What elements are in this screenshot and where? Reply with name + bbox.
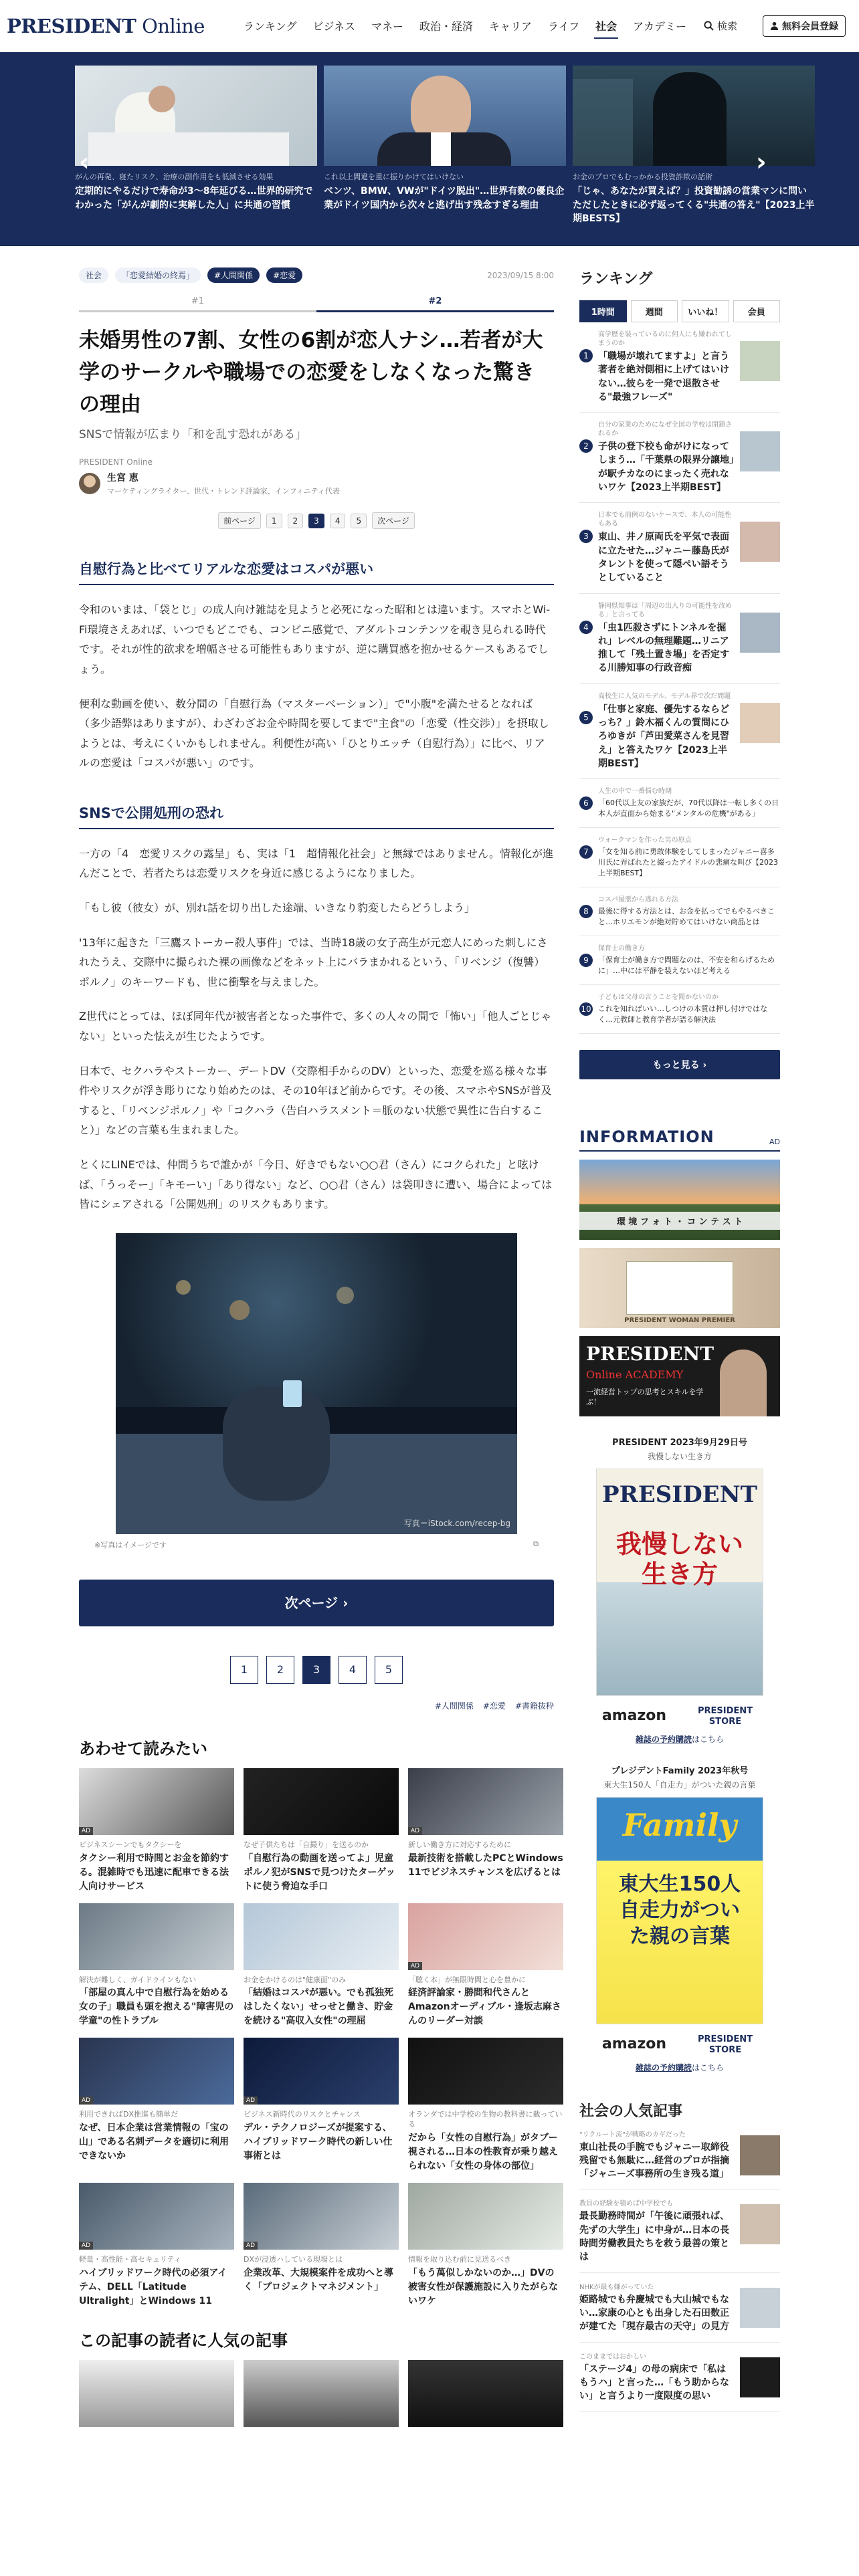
popular-heading: この記事の読者に人気の記事 <box>79 2331 288 2351</box>
part-tab-1[interactable]: #1 <box>191 296 205 306</box>
subscription-link[interactable] <box>579 2062 780 2073</box>
card-image <box>408 2038 563 2105</box>
rank-number: 3 <box>579 530 593 543</box>
tab-weekly[interactable]: 週間 <box>631 300 678 322</box>
ad-badge: AD <box>244 2242 258 2250</box>
banner-text: PRESIDENT <box>586 1342 714 1365</box>
card-title: デル・テクノロジーズが提案する、ハイブリッドワーク時代の新しい仕事術とは <box>244 2123 393 2162</box>
popular-thumbnail <box>740 2204 780 2244</box>
card-image <box>408 1768 563 1835</box>
photo-credit: 写真＝iStock.com/recep-bg <box>403 1518 510 1528</box>
paragraph: '13年に起きた「三鷹ストーカー殺人事件」では、当時18歳の女子高生が元恋人にめった刺しにされたうえ、交際中に撮られた裸の画像などをネット上にバラまかれるという、「リベンジ（復讐）ポルノ」のキーワードも、世に衝撃を与えました。 <box>79 936 548 988</box>
related-grid <box>79 1768 563 2309</box>
card-title: 企業改革、大規模案件を成功へと導く「プロジェクトマネジメント」 <box>244 2268 393 2293</box>
ranking-text <box>598 511 735 584</box>
rank-number: 6 <box>579 796 593 810</box>
popular-title: 「ステージ4」の母の病床で「私はもうハ」と言った…「もう助からない」と言うより一度限度の思い <box>579 2363 729 2402</box>
next-page-cta[interactable]: 次ページ › <box>79 1580 554 1626</box>
nav-career[interactable]: キャリア <box>489 20 533 33</box>
related-card[interactable] <box>79 1768 234 1894</box>
related-card[interactable] <box>244 2183 399 2309</box>
card-title: 「部屋の真ん中で自慰行為を始める女の子」職員も頭を抱える"障害児の学童"の性トラブル <box>79 1988 234 2027</box>
card-image <box>79 1903 234 1970</box>
magazine-title: プレジデントFamily 2023年秋号 <box>611 1765 749 1776</box>
prev-page-button[interactable]: 前ページ <box>218 512 261 529</box>
information-heading <box>579 1128 780 1152</box>
ranking-kicker: 自分の家業のためになぜ全国の学校は閉鎖されるか <box>598 421 732 438</box>
subscription-label: 雑誌の予約購読 <box>635 2062 692 2072</box>
author-block[interactable] <box>79 471 554 496</box>
popular-text <box>579 2281 733 2334</box>
ranking-thumbnail <box>740 341 780 381</box>
related-card[interactable] <box>244 1903 399 2029</box>
magazine-cover-title: 我慢しない生き方 <box>615 1529 743 1590</box>
popular-card[interactable] <box>79 2360 234 2427</box>
ad-badge: AD <box>408 1962 422 1970</box>
popular-kicker: NHKが最も嫌がっていた <box>579 2283 654 2291</box>
card-kicker: お金をかけるのは"健康面"のみ <box>244 1975 347 1984</box>
popular-item[interactable] <box>579 2189 780 2272</box>
popular-text <box>579 2351 733 2403</box>
carousel-image <box>75 66 317 166</box>
ranking-list <box>579 322 780 1034</box>
page-link[interactable]: 2 <box>266 1656 294 1684</box>
ranking-thumbnail <box>740 431 780 471</box>
part-tab-2[interactable]: #2 <box>316 296 554 312</box>
card-kicker: オランダでは中学校の生物の教科書に載っている <box>408 2110 563 2129</box>
card-kicker: 「聴く本」が無限時間と心を豊かに <box>408 1975 526 1984</box>
card-image <box>79 2183 234 2250</box>
popular-text <box>579 2129 733 2181</box>
amazon-link[interactable] <box>597 2036 671 2052</box>
pager-bottom <box>79 1656 554 1684</box>
popular-title: 姫路城でも弁慶城でも大山城でもない…家康の心とも出身した石田数正が建てた「現存最古の天守」の見方 <box>579 2294 729 2333</box>
card-kicker: DXが浸透ハしている現場とは <box>244 2255 343 2264</box>
site-logo[interactable] <box>7 15 205 37</box>
carousel-slide[interactable] <box>573 66 815 246</box>
logo-text: PRESIDENT <box>7 14 136 37</box>
register-label: 無料会員登録 <box>781 21 838 32</box>
tab-members[interactable]: 会員 <box>733 300 781 322</box>
nav-politics[interactable]: 政治・経済 <box>419 20 474 33</box>
popular-thumbnail <box>740 2357 780 2397</box>
related-card[interactable] <box>244 1768 399 1894</box>
president-store-link[interactable] <box>688 2034 762 2055</box>
paragraph: 日本で、セクハラやストーカー、デートDV（交際相手からのDV）といった、恋愛を巡る様々な事件やリスクが浮き彫りになり始めたのは、その10年ほど前からです。その後、スマホやSNSが普及すると、「リベンジポルノ」や「コクハラ（告白ハラスメント＝脈のない状態で異性に告白すること）」などの言葉も生まれました。 <box>79 1064 552 1137</box>
keyword-tags <box>79 1700 554 1711</box>
ranking-item[interactable] <box>579 985 780 1034</box>
card-kicker: ビジネス新時代のリスクとチャンス <box>244 2110 361 2119</box>
rank-number: 5 <box>579 711 593 724</box>
popular-title: 東山社長の手腕でもジャニー取締役残留でも無駄に…経営のプロが指摘「ジャニーズ事務所の生き残る道」 <box>579 2141 729 2180</box>
ranking-kicker: 日本でも前例のないケースで、本人の可能性もある <box>598 512 732 528</box>
amazon-logo: amazon <box>601 2036 667 2053</box>
magazine-cover[interactable]: Family 東大生150人 自走力がついた親の言葉 <box>596 1797 763 2024</box>
popular-item[interactable] <box>579 2121 780 2190</box>
ranking-text <box>598 330 735 404</box>
site-header <box>0 0 859 52</box>
president-store-logo: PRESIDENT STORE <box>697 2034 753 2055</box>
pager-top <box>79 512 554 529</box>
card-image <box>244 2360 399 2427</box>
ranking-text <box>598 836 780 879</box>
ranking-title: 「職場が壊れてますよ」と言う著者を絶対側相に上げてはいけない…彼らを一発で退散させる"最強フレーズ" <box>598 351 729 403</box>
page-link[interactable]: 4 <box>330 514 346 528</box>
paragraph: Z世代にとっては、ほぼ同年代が被害者となった事件で、多くの人々の間で「怖い」「他人ごとじゃない」といった怯えが生じたようです。 <box>79 1010 552 1043</box>
tab-hourly[interactable]: 1時間 <box>579 300 627 322</box>
article-photo <box>116 1233 517 1534</box>
carousel-kicker: がんの再発、寝たリスク、治療の副作用をも低減させる効果 <box>75 173 274 181</box>
nav-money[interactable]: マネー <box>371 20 404 33</box>
ranking-text <box>598 993 780 1025</box>
ranking-title: 「仕事と家庭、優先するならどっち？」鈴木福くんの質問にひろゆきが「芦田愛菜さんを見習え」と答えたワケ【2023上半期BEST】 <box>598 704 729 769</box>
magazine-subtitle: 東大生150人「自走力」がついた親の言葉 <box>603 1780 756 1790</box>
popular-item[interactable] <box>579 2273 780 2343</box>
magazine-subtitle: 我慢しない生き方 <box>647 1451 712 1461</box>
author-name: 生宮 恵 <box>107 473 138 484</box>
banner-text: PRESIDENT WOMAN PREMIER <box>624 1316 735 1324</box>
article-tags <box>79 267 554 283</box>
ranking-title: 「保育士が働き方で問題なのは、不安を和らげるために」…中には平静を装えないほど考える <box>598 955 775 975</box>
card-image <box>79 2038 234 2105</box>
card-kicker: 軽量・高性能・高セキュリティ <box>79 2255 181 2264</box>
card-image <box>244 1768 399 1835</box>
related-card[interactable] <box>408 1768 563 1894</box>
ranking-text <box>598 895 780 928</box>
amazon-link[interactable] <box>597 1707 671 1724</box>
photo-note-row <box>94 1539 539 1550</box>
card-kicker: 解決が難しく、ガイドラインもない <box>79 1975 197 1984</box>
main-nav <box>235 18 694 33</box>
related-card[interactable] <box>79 2183 234 2309</box>
society-popular-list <box>579 2121 780 2412</box>
popular-item[interactable] <box>579 2343 780 2412</box>
ranking-item[interactable] <box>579 413 780 503</box>
carousel-kicker: これ以上間違を重に振りかけてはいけない <box>324 173 464 181</box>
ranking-kicker: ウォークマンを作った男の原点 <box>598 837 692 845</box>
register-button[interactable] <box>763 15 846 37</box>
ranking-kicker: 子どもは父母の言うことを聞かないのか <box>598 993 719 1001</box>
ranking-text <box>598 421 735 494</box>
store-links <box>579 2034 780 2055</box>
tag-series[interactable]: 「恋愛結婚の終焉」 <box>115 267 201 283</box>
photo-note: ※写真はイメージです <box>94 1540 167 1549</box>
ranking-kicker: コスパ最悪から逃れる方法 <box>598 895 678 903</box>
carousel-next-icon[interactable]: › <box>756 147 767 177</box>
ad-badge: AD <box>79 1827 93 1835</box>
ranking-title: これを知ればいい…しつけの本質は押し付けではなく…元教師と教育学者が語る解決法 <box>598 1004 767 1024</box>
ranking-item[interactable] <box>579 594 780 684</box>
subscription-suffix: はこちら <box>692 2062 725 2072</box>
ranking-text <box>598 787 780 819</box>
ranking-kicker: 高校生に人気のモデル、モデル界で次だ問題 <box>598 692 731 700</box>
tag-love[interactable]: #恋愛 <box>266 267 302 283</box>
ranking-thumbnail <box>740 522 780 562</box>
popular-thumbnail <box>740 2135 780 2175</box>
card-title: 「結婚はコスパが悪い。でも孤独死はしたくない」せっせと働き、貯金を続ける"高収入女性"の理屈 <box>244 1988 393 2027</box>
popular-card[interactable] <box>408 2360 563 2427</box>
search-label: 検索 <box>717 20 737 32</box>
popular-text <box>579 2197 733 2264</box>
paragraph: とくにLINEでは、仲間うちで誰かが「今日、好きでもない○○君（さん）にコクられた」と呟けば、「うっそー」「キモーい」「あり得ない」など、○○君（さん）は袋叩きに遭い、場合によっては皆にシェアされる「公開処刑」のリスクもあります。 <box>79 1158 553 1211</box>
popular-kicker: "リクルート流"が戦略のカギだった <box>579 2131 686 2139</box>
ad-badge: AD <box>244 2097 258 2105</box>
ranking-kicker: 保育士の働き方 <box>598 944 645 952</box>
page-link-current[interactable]: 3 <box>308 514 324 528</box>
carousel-image <box>573 66 815 166</box>
next-page-label: 次ページ <box>284 1594 339 1611</box>
president-store-logo: PRESIDENT STORE <box>697 1705 753 1727</box>
ranking-kicker: 高学歴を装っているのに何人にも嫌われてしまうのか <box>598 331 732 347</box>
ranking-text <box>598 944 780 976</box>
card-kicker: なぜ子供たちは「自撮り」を送るのか <box>244 1840 369 1849</box>
ranking-item[interactable] <box>579 936 780 985</box>
carousel-title: 定期的にやるだけで寿命が3～8年延びる…世界的研究でわかった「がんが劇的に実解した人」に共通の習慣 <box>75 186 313 211</box>
search-button[interactable] <box>704 19 737 33</box>
card-image <box>79 1768 234 1835</box>
ranking-heading: ランキング <box>579 271 653 288</box>
ranking-item[interactable] <box>579 887 780 936</box>
card-title: なぜ、日本企業は営業情報の「宝の山」である名刺データを適切に利用できないか <box>79 2123 229 2162</box>
rank-number: 7 <box>579 845 593 859</box>
ranking-kicker: 静岡県知事は「周辺の出入りの可能性を改める」と言ってる <box>598 602 732 619</box>
ranking-item[interactable] <box>579 828 780 887</box>
card-kicker: 新しい働き方に対応するために <box>408 1840 511 1849</box>
article-title: 未婚男性の7割、女性の6割が恋人ナシ…若者が大学のサークルや職場での恋愛をしなくなった驚きの理由 <box>79 328 543 417</box>
carousel-image <box>324 66 566 166</box>
banner-academy[interactable] <box>579 1336 780 1416</box>
rank-number: 4 <box>579 621 593 634</box>
section-heading: 自慰行為と比べてリアルな恋愛はコスパが悪い <box>79 558 554 585</box>
popular-kicker: 教員の経験を積めば中学校でも <box>579 2200 673 2208</box>
paragraph: 一方の「4 恋愛リスクの露呈」も、実は「1 超情報化社会」と無縁ではありません。情報化が進んだことで、若者たちは恋愛リスクを身近に感じるようになりました。 <box>79 847 554 880</box>
rank-number: 8 <box>579 905 593 918</box>
next-page-button[interactable]: 次ページ <box>372 512 415 529</box>
subscription-label: 雑誌の予約購読 <box>635 1734 692 1744</box>
ad-badge: AD <box>408 1827 422 1835</box>
paragraph: 便利な動画を使い、数分間の「自慰行為（マスターベーション）」で"小腹"を満たせるとなれば（多少語弊はありますが）、わざわざお金や時間を要してまで"主食"の「恋愛（性交渉）」を摂取しようとは、考えにくいかもしれません。利便性が高い「ひとりエッチ（自慰行為）」に比べ、リアルの恋愛は「コスパが悪い」のです。 <box>79 697 549 770</box>
ranking-title: 「虫1匹殺さずにトンネルを掘れ」レベルの無理難題…リニア推して「残土置き場」を否定する川勝知事の行政音痴 <box>598 622 729 674</box>
paragraph: 令和のいまは、「袋とじ」の成人向け雑誌を見ようと必死になった昭和とは違います。スマホとWi-Fi環境さえあれば、いつでもどこでも、コンビニ感覚で、アダルトコンテンツを覗き見られる時代です。それが性的欲求を増幅させる可能性もありますが、逆に購買感を抱かせるケースもあるでしょう。 <box>79 603 551 675</box>
subscription-suffix: はこちら <box>692 1734 725 1744</box>
popular-kicker: このままではおかしい <box>579 2353 646 2361</box>
tag-relationship[interactable]: #人間関係 <box>207 267 260 283</box>
more-label: もっと見る <box>652 1059 700 1071</box>
card-title: ハイブリッドワーク時代の必須アイテム、DELL「Latitude Ultralight」とWindows 11 <box>79 2268 227 2307</box>
ranking-text <box>598 692 735 770</box>
ad-badge: AD <box>79 2097 93 2105</box>
banner-text: Online ACADEMY <box>586 1368 684 1381</box>
article-source: PRESIDENT Online <box>79 457 153 467</box>
tab-likes[interactable]: いいね！ <box>682 300 729 322</box>
card-image <box>408 1903 563 1970</box>
nav-academy[interactable]: アカデミー <box>633 20 686 33</box>
banner-text: 一流経営トップの思考とスキルを学ぶ！ <box>586 1387 704 1406</box>
user-icon <box>770 21 779 30</box>
ranking-title: 「女を知る前に勇敢体験をしてしまったジャニー喜多川氏に弄ばれたと綴ったアイドルの悲痛な叫び【2023上半期BEST】 <box>598 847 779 877</box>
ranking-title: 「60代以上友の家族だが、70代以降は一転し多くの日本人が直面から始まる"メンタルの危機"がある」 <box>598 798 779 819</box>
nav-life[interactable]: ライフ <box>548 20 580 33</box>
ranking-item[interactable] <box>579 779 780 828</box>
page-link[interactable]: 4 <box>339 1656 367 1684</box>
page-link[interactable]: 2 <box>288 514 304 528</box>
author-description: マーケティングライター、世代・トレンド評論家、インフィニティ代表 <box>107 487 340 496</box>
ranking-item[interactable] <box>579 503 780 593</box>
card-image <box>408 2183 563 2250</box>
article-column <box>79 267 563 2427</box>
carousel-slide[interactable] <box>324 66 566 246</box>
keyword-tag[interactable]: #人間関係 <box>434 1701 474 1711</box>
sidebar <box>579 267 780 2411</box>
president-store-link[interactable] <box>688 1705 762 1727</box>
popular-thumbnail <box>740 2288 780 2328</box>
banner-text: 環 境 フ ォ ト ・ コ ン テ ス ト <box>579 1212 780 1230</box>
card-image <box>244 2038 399 2105</box>
magazine-cover[interactable]: PRESIDENT 我慢しない生き方 <box>596 1469 763 1696</box>
section-heading: SNSで公開処刑の恐れ <box>79 802 554 829</box>
card-title: 「自慰行為の動画を送ってよ」児童ポルノ犯がSNSで見つけたターゲットに使う脅迫な手口 <box>244 1852 395 1892</box>
card-title: だから「女性の自慰行為」がタブー視される…日本の性教育が乗り越えられない「女性の身体の部位」 <box>408 2133 558 2172</box>
page-link[interactable]: 1 <box>230 1656 258 1684</box>
card-image <box>244 2183 399 2250</box>
card-image <box>408 2360 563 2427</box>
ranking-text <box>598 602 735 675</box>
carousel-title: 「じゃ、あなたが買えば？」投資勧誘の営業マンに問いただしたときに必ず返ってくる"共通の答え"【2023上半期BESTS】 <box>573 186 815 224</box>
logo-sub: Online <box>136 14 205 37</box>
ranking-tabs <box>579 300 780 322</box>
magazine-title: PRESIDENT 2023年9月29日号 <box>612 1437 747 1448</box>
page-link-current[interactable]: 3 <box>302 1656 330 1684</box>
page-link[interactable]: 1 <box>266 514 282 528</box>
card-title: 経済評論家・勝間和代さんとAmazonオーディブル・逢坂志麻さんのリーダー対談 <box>408 1988 561 2027</box>
ranking-thumbnail <box>740 613 780 653</box>
related-heading: あわせて読みたい <box>79 1739 207 1758</box>
nav-society[interactable]: 社会 <box>587 18 625 33</box>
expand-icon[interactable]: ⧉ <box>533 1539 539 1548</box>
rank-number: 2 <box>579 439 593 453</box>
ranking-thumbnail <box>740 703 780 743</box>
related-card[interactable] <box>408 2038 563 2173</box>
avatar <box>79 473 100 494</box>
ad-label: AD <box>769 1137 780 1146</box>
search-icon <box>704 21 714 31</box>
more-ranking-button[interactable]: もっと見る › <box>579 1050 780 1079</box>
carousel-slide[interactable] <box>75 66 317 246</box>
banner-woman[interactable] <box>579 1248 780 1328</box>
ranking-title: 最後に得する方法とは、お金を払ってでもやるべきこと…ホリエモンが絶対貯めてはいけない商品とは <box>598 906 775 926</box>
ranking-title: 子供の登下校も命がけになってしまう…「千葉県の限界分譲地」が駅チカなのにまったく売れないワケ【2023上半期BEST】 <box>598 441 734 494</box>
card-title: 最新技術を搭載したPCとWindows 11でビジネスチャンスを広げるとは <box>408 1852 563 1878</box>
keyword-tag[interactable]: #恋愛 <box>482 1701 506 1711</box>
ranking-kicker: 人生の中で一番悩む時期 <box>598 788 672 796</box>
card-image <box>79 2360 234 2427</box>
keyword-tag[interactable]: #書籍抜粋 <box>514 1701 554 1711</box>
card-kicker: 情報を取り込む前に見送るべき <box>408 2255 511 2264</box>
feature-carousel <box>0 52 859 246</box>
paragraph: 「もし彼（彼女）が、別れ話を切り出した途端、いきなり豹変したらどうしよう」 <box>79 901 476 915</box>
related-card[interactable] <box>408 2183 563 2309</box>
banner-photo-contest[interactable] <box>579 1160 780 1240</box>
card-image <box>244 1903 399 1970</box>
society-popular-heading: 社会の人気記事 <box>579 2103 683 2120</box>
carousel-title: ベンツ、BMW、VWが"ドイツ脱出"…世界有数の優良企業がドイツ国内から次々と逃げ出す残念すぎる理由 <box>324 186 565 211</box>
magazine-cover-title: 東大生150人 自走力がついた親の言葉 <box>618 1872 741 1948</box>
popular-card[interactable] <box>244 2360 399 2427</box>
related-card[interactable] <box>79 2038 234 2173</box>
publish-date: 2023/09/15 8:00 <box>487 270 554 280</box>
card-kicker: 利用できればDX推進も簡単だ <box>79 2110 179 2119</box>
ranking-item[interactable] <box>579 684 780 779</box>
related-card[interactable] <box>244 2038 399 2173</box>
page-link[interactable]: 5 <box>375 1656 403 1684</box>
subscription-link[interactable] <box>579 1733 780 1745</box>
related-card[interactable] <box>79 1903 234 2029</box>
card-kicker: ビジネスシーンでもタクシーを <box>79 1840 182 1849</box>
card-title: タクシー利用で時間とお金を節約する。混雑時でも迅速に配車できる法人向けサービス <box>79 1852 229 1892</box>
ad-badge: AD <box>79 2242 93 2250</box>
tag-category[interactable]: 社会 <box>79 267 108 283</box>
rank-number: 1 <box>579 349 593 362</box>
related-card[interactable] <box>408 1903 563 2029</box>
part-tabs <box>79 296 554 312</box>
amazon-logo: amazon <box>601 1707 667 1725</box>
ranking-item[interactable] <box>579 322 780 413</box>
popular-grid <box>79 2360 554 2427</box>
page-link[interactable]: 5 <box>351 514 367 528</box>
rank-number: 10 <box>579 1002 593 1016</box>
card-title: 「もう萬似しかないのか…」DVの被害女性が保護施設に入りたがらないワケ <box>408 2268 558 2307</box>
ranking-title: 東山、井ノ原両氏を平気で表面に立たせた…ジャニー藤島氏がタレントを使って隠ぺい語そうとしていること <box>598 532 729 584</box>
nav-ranking[interactable]: ランキング <box>243 20 297 33</box>
carousel-kicker: お金のプロでもむっかかる投資詐欺の話術 <box>573 173 712 181</box>
information-title: INFORMATION <box>579 1127 714 1146</box>
popular-title: 最長勤務時間が「午後に頑張れば、先ずの大学生」に中身が…日本の長時間労働教員たちを救う最善の策とは <box>579 2211 729 2263</box>
article-subtitle: SNSで情報が広まり「和を乱す恐れがある」 <box>79 428 307 442</box>
carousel-prev-icon[interactable]: ‹ <box>79 147 90 177</box>
store-links <box>579 1705 780 1727</box>
rank-number: 9 <box>579 954 593 967</box>
nav-business[interactable]: ビジネス <box>312 20 355 33</box>
